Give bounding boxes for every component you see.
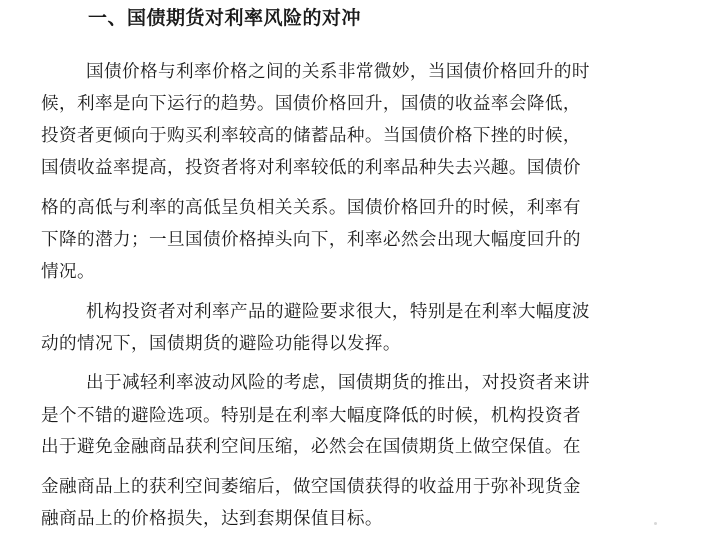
paragraph-line: 格的高低与利率的高低呈负相关关系。国债价格回升的时候，利率有 [41,198,581,218]
paragraph-line: 投资者更倾向于购买利率较高的储蓄品种。当国债价格下挫的时候， [41,126,581,146]
paragraph-line: 融商品上的价格损失，达到套期保值目标。 [41,509,383,529]
scan-speck [654,522,657,525]
paragraph-line: 下降的潜力；一旦国债价格掉头向下，利率必然会出现大幅度回升的 [41,230,581,250]
paragraph-line: 出于避免金融商品获利空间压缩，必然会在国债期货上做空保值。在 [41,437,581,457]
paragraph-line: 情况。 [41,262,95,282]
paragraph-line: 出于减轻利率波动风险的考虑，国债期货的推出，对投资者来讲 [86,373,590,393]
paragraph-line: 机构投资者对利率产品的避险要求很大，特别是在利率大幅度波 [86,302,590,322]
paragraph-line: 候，利率是向下运行的趋势。国债价格回升，国债的收益率会降低， [41,94,581,114]
paragraph-line: 是个不错的避险选项。特别是在利率大幅度降低的时候，机构投资者 [41,406,581,426]
section-heading: 一、国债期货对利率风险的对冲 [88,7,362,29]
paragraph-line: 金融商品上的获利空间萎缩后，做空国债获得的收益用于弥补现货金 [41,477,581,497]
paragraph-line: 国债价格与利率价格之间的关系非常微妙，当国债价格回升的时 [86,62,590,82]
paragraph-line: 动的情况下，国债期货的避险功能得以发挥。 [41,334,401,354]
paragraph-line: 国债收益率提高，投资者将对利率较低的利率品种失去兴趣。国债价 [41,158,581,178]
